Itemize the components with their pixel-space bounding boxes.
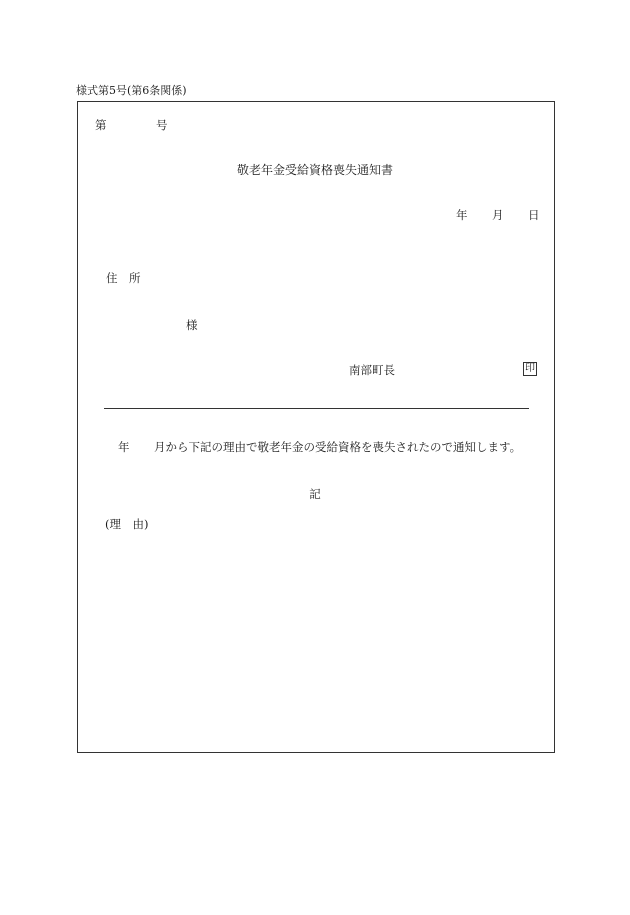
- date-month-label: 月: [492, 208, 504, 222]
- number-suffix: 号: [156, 118, 168, 132]
- date-year-label: 年: [456, 208, 468, 222]
- recipient-honorific: 様: [186, 318, 198, 332]
- divider-line: [104, 408, 529, 409]
- issuer-name: 南部町長: [349, 363, 395, 377]
- seal-stamp-box: 印: [525, 363, 535, 374]
- number-prefix: 第: [95, 118, 107, 132]
- notice-body-text: 月から下記の理由で敬老年金の受給資格を喪失されたので通知します。: [154, 440, 522, 454]
- reason-label: (理 由): [105, 517, 149, 531]
- ki-heading: 記: [309, 487, 321, 501]
- date-day-label: 日: [528, 208, 540, 222]
- address-label: 住 所: [106, 271, 141, 285]
- body-year-label: 年: [118, 440, 130, 454]
- form-reference: 様式第5号(第6条関係): [76, 84, 187, 97]
- form-frame: [77, 101, 555, 753]
- document-title: 敬老年金受給資格喪失通知書: [236, 163, 393, 177]
